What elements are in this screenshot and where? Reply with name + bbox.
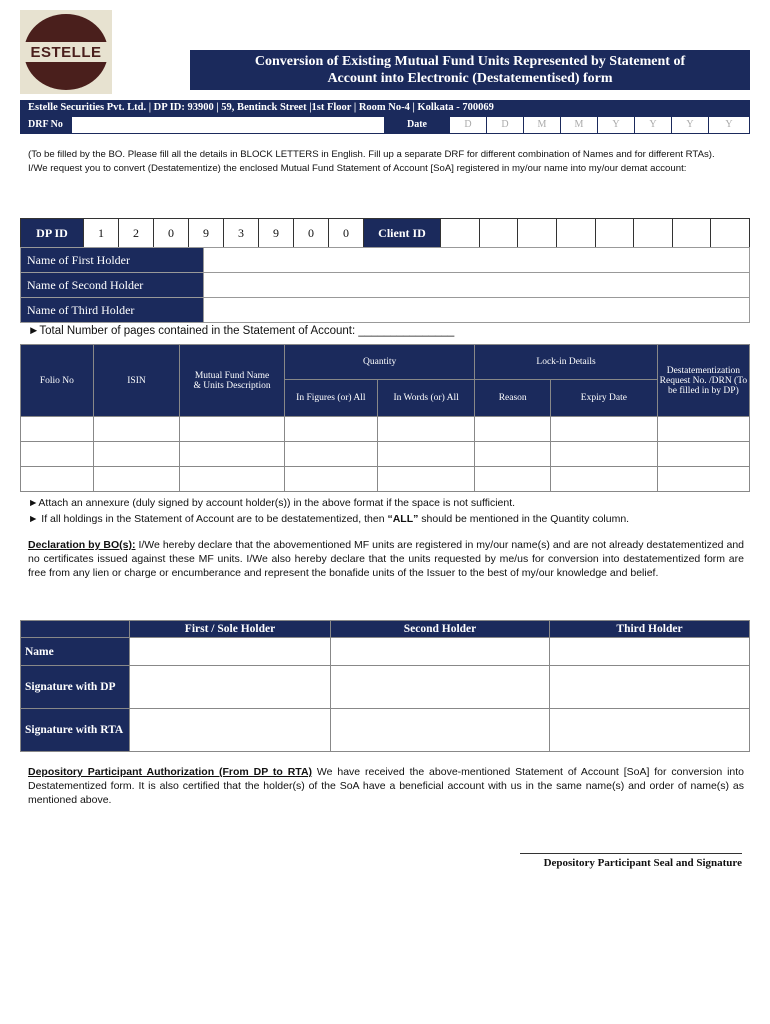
form-title: [190, 50, 750, 90]
second-holder-name-field[interactable]: [331, 638, 550, 666]
date-cell-m2[interactable]: M: [561, 117, 597, 133]
col-reason: Reason: [475, 380, 551, 417]
col-expiry: Expiry Date: [551, 380, 658, 417]
client-id-cell[interactable]: [441, 219, 480, 248]
cell[interactable]: [551, 417, 658, 442]
declaration: [28, 538, 744, 580]
client-id-cell[interactable]: [634, 219, 673, 248]
cell[interactable]: [21, 442, 94, 467]
date-label: Date: [407, 119, 427, 130]
col-second-holder: Second Holder: [331, 621, 550, 638]
note-all-holdings: ► If all holdings in the Statement of Account are to be destatementized, then “ALL” should be mentioned in the Quantity column.: [28, 513, 630, 525]
mf-units-table: [20, 344, 750, 492]
drf-number-field[interactable]: [72, 117, 384, 133]
table-row: [21, 442, 750, 467]
third-holder-field[interactable]: [204, 298, 750, 323]
col-figures: In Figures (or) All: [284, 380, 377, 417]
cell[interactable]: [475, 417, 551, 442]
dp-digit[interactable]: 0: [294, 219, 329, 248]
client-id-cell[interactable]: [479, 219, 518, 248]
cell[interactable]: [93, 442, 179, 467]
sig-corner: [21, 621, 130, 638]
date-cell-m1[interactable]: M: [524, 117, 560, 133]
col-words: In Words (or) All: [377, 380, 475, 417]
cell[interactable]: [551, 442, 658, 467]
first-holder-label: Name of First Holder: [21, 248, 204, 273]
first-holder-dp-signature[interactable]: [130, 666, 331, 709]
col-folio: Folio No: [21, 345, 94, 417]
row-name-label: Name: [21, 638, 130, 666]
third-holder-rta-signature[interactable]: [550, 709, 750, 752]
cell[interactable]: [284, 467, 377, 492]
holder-names-table: [20, 247, 750, 323]
first-holder-name-field[interactable]: [130, 638, 331, 666]
cell[interactable]: [21, 467, 94, 492]
first-holder-rta-signature[interactable]: [130, 709, 331, 752]
cell[interactable]: [657, 442, 749, 467]
cell[interactable]: [657, 467, 749, 492]
cell[interactable]: [551, 467, 658, 492]
client-id-cell[interactable]: [672, 219, 711, 248]
dp-digit[interactable]: 9: [189, 219, 224, 248]
cell[interactable]: [657, 417, 749, 442]
col-isin: ISIN: [93, 345, 179, 417]
notes: [28, 495, 748, 527]
note-annexure: ►Attach an annexure (duly signed by account holder(s)) in the above format if the space is not sufficient.: [28, 497, 516, 509]
date-cell-d2[interactable]: D: [487, 117, 523, 133]
table-row: [21, 417, 750, 442]
declaration-text: I/We hereby declare that the abovementioned MF units are registered in my/our name(s) and are not already destatementized and no certificates issued against these MF units. I/We also hereby declare that the units requested by me/us for conversion into destatementized form are free from any lien or charge or encumberance and represent the bonafide units of the Issuer to the best of my/our knowledge and belief.: [28, 539, 745, 579]
date-cell-y3[interactable]: Y: [672, 117, 708, 133]
table-row: [21, 467, 750, 492]
estelle-logo: ESTELLE: [20, 10, 112, 94]
cell[interactable]: [377, 417, 475, 442]
seal-signature-line: [520, 853, 742, 854]
client-id-cell[interactable]: [556, 219, 595, 248]
dp-digit[interactable]: 3: [224, 219, 259, 248]
second-holder-rta-signature[interactable]: [331, 709, 550, 752]
cell[interactable]: [93, 467, 179, 492]
dp-authorization-text: We have received the above-mentioned Statement of Account [SoA] for conversion into Destatementized form. It is also certified that the holder(s) of the SoA have a beneficial account with us in the same name(s) and order of name(s) as mentioned above.: [28, 766, 744, 806]
row-sig-dp-label: Signature with DP: [21, 666, 130, 709]
instruction-line-2: I/We request you to convert (Destatementize) the enclosed Mutual Fund Statement of Account [SoA] registered in my/our name into my/our demat account:: [28, 163, 687, 174]
instructions: [28, 148, 748, 176]
dp-digit[interactable]: 0: [329, 219, 364, 248]
third-holder-dp-signature[interactable]: [550, 666, 750, 709]
date-cell-y4[interactable]: Y: [709, 117, 749, 133]
date-cell-d1[interactable]: D: [450, 117, 486, 133]
title-line-2: Account into Electronic (Destatementised) form: [327, 71, 613, 86]
cell[interactable]: [284, 417, 377, 442]
cell[interactable]: [93, 417, 179, 442]
cell[interactable]: [284, 442, 377, 467]
title-line-1: Conversion of Existing Mutual Fund Units Represented by Statement of: [254, 54, 686, 69]
seal-signature-label: Depository Participant Seal and Signature: [543, 857, 742, 869]
cell[interactable]: [21, 417, 94, 442]
dp-authorization: [28, 765, 744, 807]
date-cell-y2[interactable]: Y: [635, 117, 671, 133]
cell[interactable]: [180, 467, 285, 492]
cell[interactable]: [180, 442, 285, 467]
client-id-label: Client ID: [364, 219, 441, 248]
col-drn: Destatementization Request No. /DRN (To be filled in by DP): [657, 345, 749, 417]
cell[interactable]: [475, 442, 551, 467]
address-bar: Estelle Securities Pvt. Ltd. | DP ID: 93900 | 59, Bentinck Street |1st Floor | Room No-4 | Kolkata - 700069: [20, 100, 750, 116]
second-holder-dp-signature[interactable]: [331, 666, 550, 709]
drf-label: DRF No: [28, 119, 63, 130]
client-id-cell[interactable]: [711, 219, 750, 248]
declaration-heading: Declaration by BO(s):: [28, 539, 136, 551]
col-description: Mutual Fund Name & Units Description: [180, 345, 285, 417]
col-quantity: Quantity: [284, 345, 474, 380]
dp-digit[interactable]: 9: [259, 219, 294, 248]
client-id-cell[interactable]: [595, 219, 634, 248]
dp-id-table: [20, 218, 750, 248]
dp-digit[interactable]: 2: [119, 219, 154, 248]
col-third-holder: Third Holder: [550, 621, 750, 638]
second-holder-field[interactable]: [204, 273, 750, 298]
cell[interactable]: [377, 442, 475, 467]
third-holder-label: Name of Third Holder: [21, 298, 204, 323]
col-lockin: Lock-in Details: [475, 345, 657, 380]
instruction-line-1: (To be filled by the BO. Please fill all the details in BLOCK LETTERS in English. Fill up a separate DRF for different combination of Names and for different RTAs).: [28, 149, 715, 160]
signature-table: [20, 620, 750, 752]
first-holder-field[interactable]: [204, 248, 750, 273]
dp-digit[interactable]: 1: [84, 219, 119, 248]
date-cell-y1[interactable]: Y: [598, 117, 634, 133]
cell[interactable]: [377, 467, 475, 492]
total-pages-line: ►Total Number of pages contained in the Statement of Account: _______________: [28, 325, 455, 337]
dp-authorization-heading: Depository Participant Authorization (From DP to RTA): [28, 766, 313, 778]
col-first-holder: First / Sole Holder: [130, 621, 331, 638]
second-holder-label: Name of Second Holder: [21, 273, 204, 298]
cell[interactable]: [180, 417, 285, 442]
cell[interactable]: [475, 467, 551, 492]
dp-id-label: DP ID: [21, 219, 84, 248]
third-holder-name-field[interactable]: [550, 638, 750, 666]
dp-digit[interactable]: 0: [154, 219, 189, 248]
client-id-cell[interactable]: [518, 219, 557, 248]
row-sig-rta-label: Signature with RTA: [21, 709, 130, 752]
